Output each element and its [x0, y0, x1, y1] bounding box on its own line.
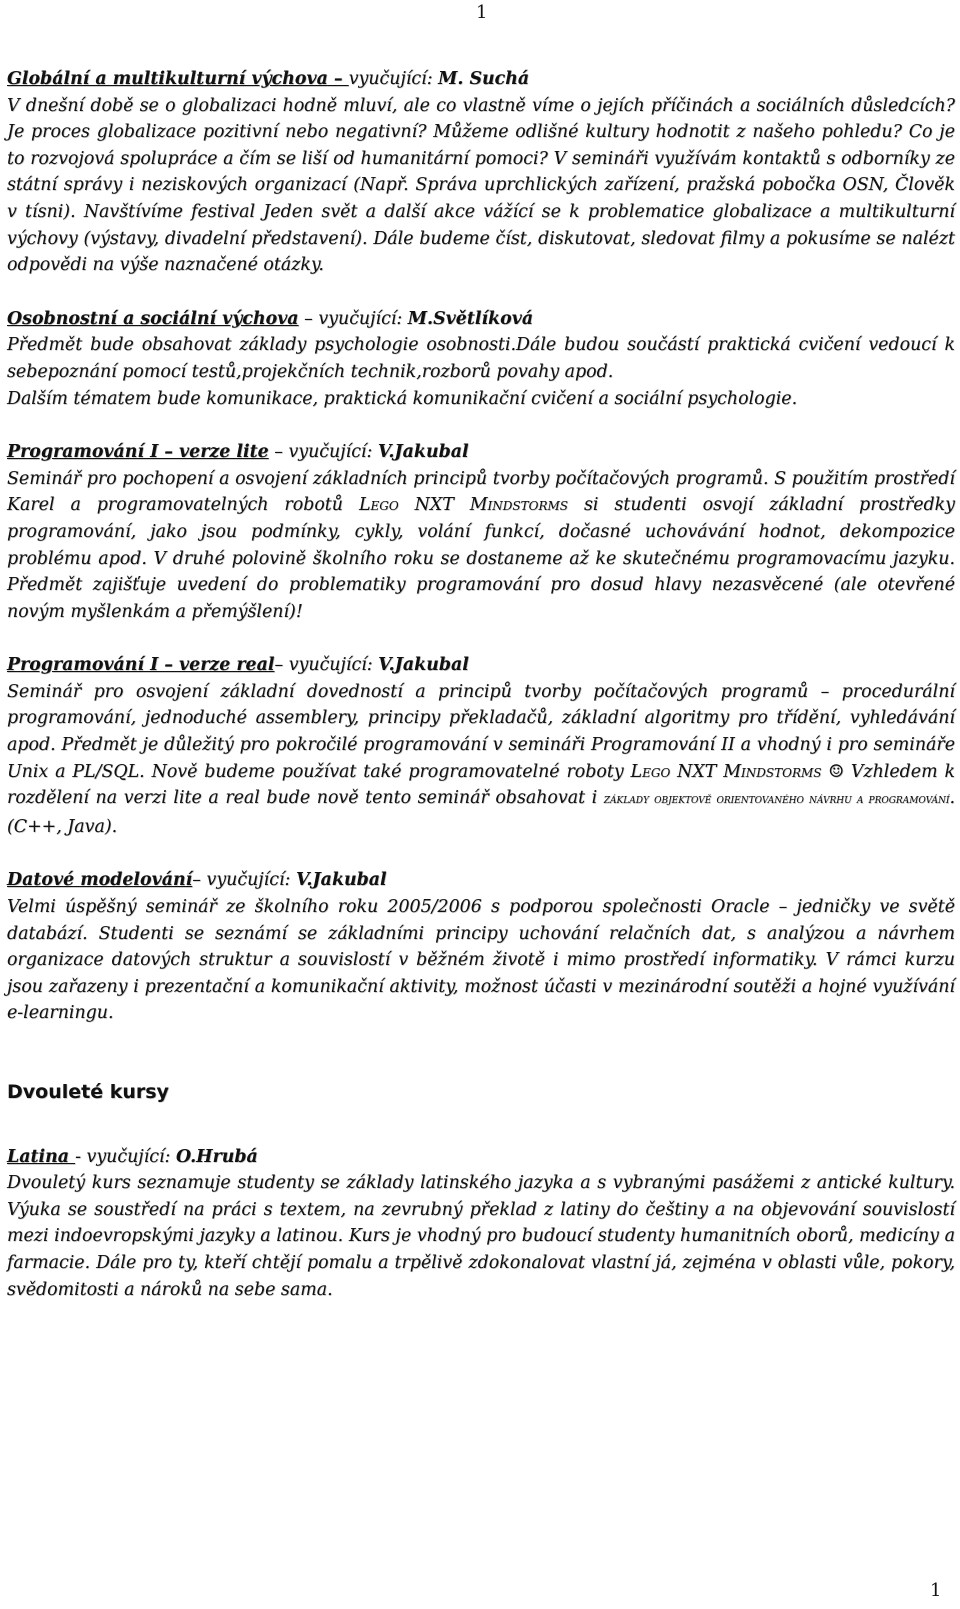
description-rest: Dále budou součástí praktická cvičení vedoucí k sebepoznání pomocí testů,projekčních technik,rozborů povahy apod.	[7, 335, 955, 382]
section-personal-education	[7, 306, 955, 412]
smiley-icon: ☺	[821, 761, 851, 782]
section-programming-real	[7, 652, 955, 840]
description-italic-part: Předmět bude obsahovat základy psychologie osobnosti.	[7, 335, 517, 356]
course-description: Dvouletý kurs seznamuje studenty se základy latinského jazyka a s vybranými pasážemi z antické kultury. Výuka se soustředí na práci s textem, na zevrubný překlad z latiny do češtiny a na objevování souvislostí mezi indoevropskými jazyky a latinou. Kurs je vhodný pro budoucí studenty humanitních oborů, medicíny a farmacie. Dále pro ty, kteří chtějí pomalu a trpělivě zdokonalovat vlastní já, zejména v oblasti vůle, pokory, svědomitosti a nároků na sebe sama.	[7, 1173, 955, 1300]
heading-dash: -	[75, 1146, 87, 1167]
course-title: Globální a multikulturní výchova	[7, 69, 328, 89]
course-description	[7, 466, 955, 626]
heading-dash: –	[327, 69, 349, 89]
description-part-c: . (C++, Java).	[7, 788, 955, 837]
teacher-name: M. Suchá	[438, 69, 530, 89]
heading-dash: –	[298, 308, 319, 329]
course-heading	[7, 66, 955, 93]
teacher-name: V.Jakubal	[295, 870, 387, 891]
teacher-name: O.Hrubá	[175, 1146, 258, 1167]
course-title: Latina	[7, 1146, 76, 1167]
teacher-label: vyučující:	[318, 308, 408, 329]
oop-phrase: základy objektově orientovaného návrhu a programování	[603, 792, 950, 808]
two-year-courses-heading: Dvouleté kursy	[7, 1081, 169, 1103]
section-global-education	[7, 66, 955, 279]
course-description	[7, 679, 955, 841]
description-part-a: Seminář pro pochopení a osvojení základních principů tvorby počítačových programů. S použitím prostředí Karel a programovatelných robotů	[7, 468, 955, 516]
lego-mindstorms-name: Lego NXT Mindstorms	[358, 495, 569, 516]
course-description-line2: Dalším tématem bude komunikace, praktická komunikační cvičení a sociální psychologie.	[7, 388, 798, 409]
document-body	[7, 66, 955, 1330]
teacher-label: vyučující:	[86, 1146, 176, 1167]
course-heading	[7, 652, 955, 679]
course-heading	[7, 306, 955, 333]
section-latin	[7, 1144, 955, 1304]
page-number-top: 1	[476, 2, 488, 23]
description-part-b: Vzhledem k rozdělení na verzi lite a real bude nově tento seminář obsahovat i	[7, 761, 955, 809]
course-description: Velmi úspěšný seminář ze školního roku 2005/2006 s podporou společnosti Oracle – jedničky ve světě databází. Studenti se seznámí se základními principy uchování relačních dat, s analýzou a návrhem organizace datových struktur a souvislostí v běžném životě i mimo prostředí informatiky. V rámci kurzu jsou zařazeny i prezentační a komunikační aktivity, možnost účasti v mezinárodní soutěži a hojné využívání e-learningu.	[7, 897, 955, 1024]
description-part-a: Seminář pro osvojení základní dovedností a principů tvorby počítačových programů – procedurální programování, jednoduché assemblery, principy překladačů, základní algoritmy pro třídění, vyhledávání apod. Předmět je důležitý pro pokročilé programování v semináři Programování II a vhodný i pro semináře Unix a PL/SQL. Nově budeme používat také programovatelné roboty	[7, 681, 955, 782]
section-programming-lite	[7, 439, 955, 625]
course-heading	[7, 867, 955, 894]
teacher-name: V.Jakubal	[378, 655, 469, 676]
section-data-modeling	[7, 867, 955, 1027]
heading-dash: –	[268, 442, 289, 463]
teacher-name: M.Světlíková	[407, 308, 534, 329]
course-description	[7, 332, 955, 385]
teacher-name: V.Jakubal	[377, 442, 469, 463]
course-title: Programování I – verze real	[7, 655, 275, 676]
lego-mindstorms-name: Lego NXT Mindstorms	[630, 761, 822, 782]
heading-dash: –	[274, 655, 289, 676]
course-title: Osobnostní a sociální výchova	[7, 308, 299, 329]
page-number-bottom: 1	[930, 1580, 942, 1601]
course-title: Programování I – verze lite	[7, 442, 269, 463]
course-title: Datové modelování	[7, 870, 193, 891]
teacher-label: vyučující:	[288, 655, 379, 676]
description-part-b: si studenti osvojí základní prostředky programování, jako jsou podmínky, cykly, volání funkcí, dočasné uchovávání hodnot, dekompozice problému apod. V druhé polovině školního roku se dostaneme až ke skutečnému programovacímu jazyku. Předmět zajišťuje uvedení do problematiky programování pro dosud hlavy nezasvěcené (ale otevřené novým myšlenkám a přemýšlení)!	[7, 495, 955, 622]
teacher-label: vyučující:	[288, 442, 378, 463]
course-description: V dnešní době se o globalizaci hodně mluví, ale co vlastně víme o jejích příčinách a sociálních důsledcích? Je proces globalizace pozitivní nebo negativní? Můžeme odlišné kultury hodnotit z našeho pohledu? Co je to rozvojová spolupráce a čím se liší od humanitární pomoci? V semináři využívám kontaktů s odborníky ze státní správy i neziskových organizací (Např. Správa uprchlických zařízení, pražská pobočka OSN, Člověk v tísni). Navštívíme festival Jeden svět a další akce vážící se k problematice globalizace a multikulturní výchovy (výstavy, divadelní představení). Dále budeme číst, diskutovat, sledovat filmy a pokusíme se nalézt odpovědi na výše naznačené otázky.	[7, 95, 955, 276]
course-heading	[7, 1144, 955, 1171]
teacher-label: vyučující:	[348, 69, 439, 89]
course-heading	[7, 439, 955, 466]
teacher-label: vyučující:	[206, 870, 296, 891]
heading-dash: –	[192, 870, 207, 891]
